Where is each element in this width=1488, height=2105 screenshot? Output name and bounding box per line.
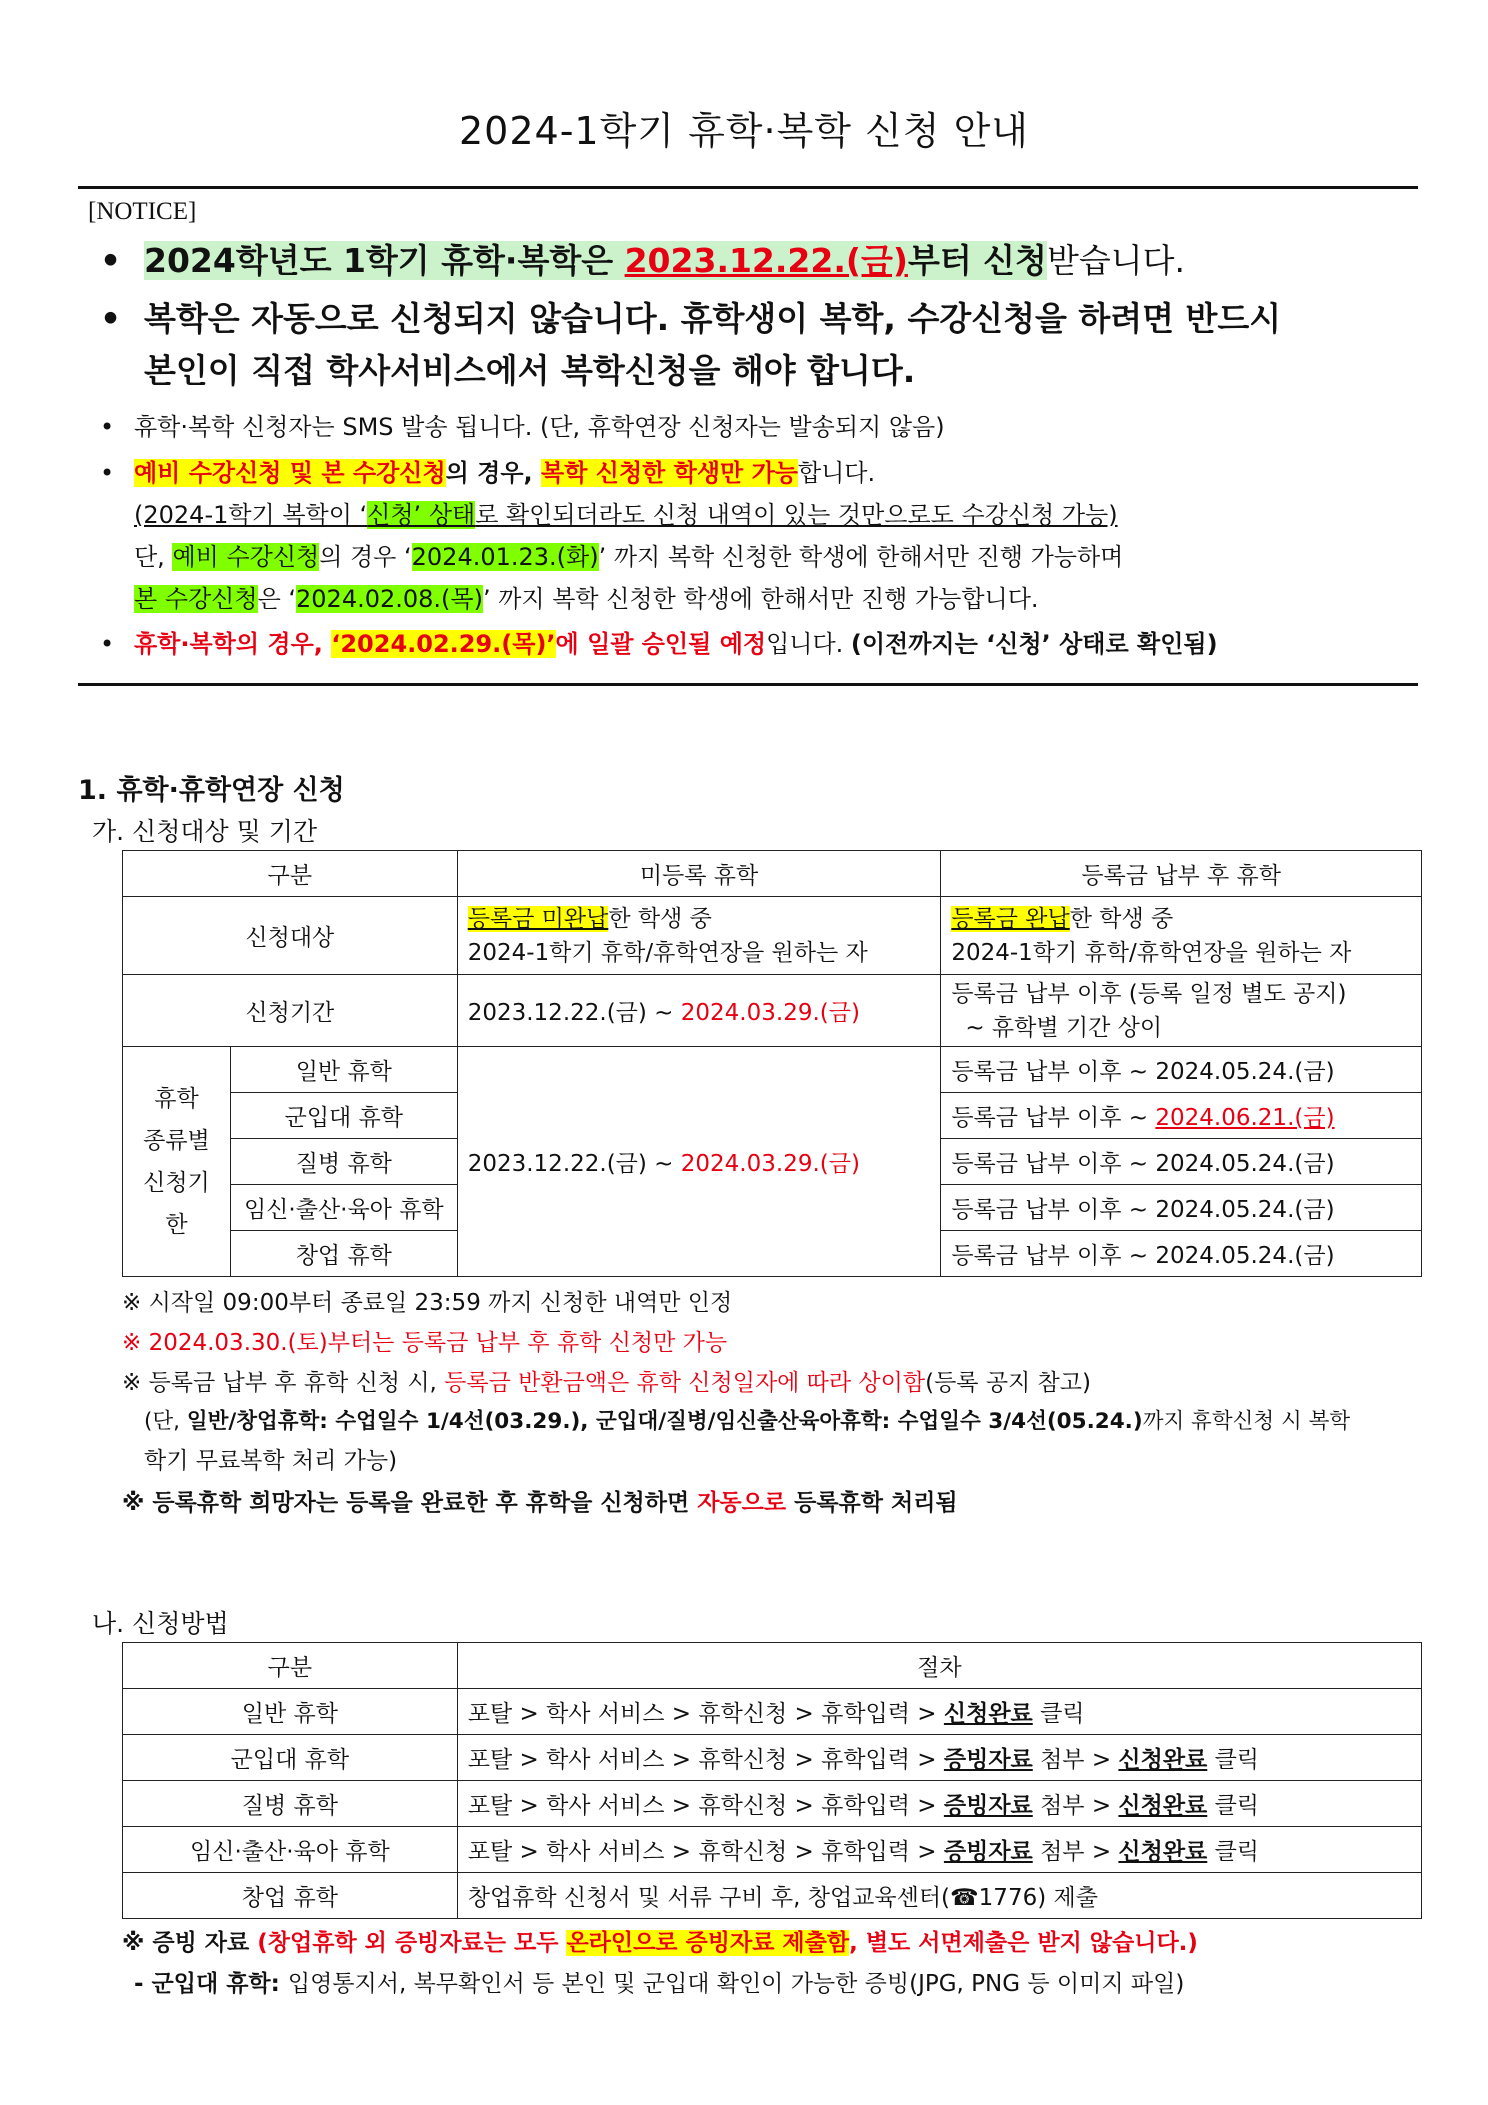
type-deadline: 등록금 납부 이후 ~ 2024.05.24.(금) bbox=[941, 1047, 1422, 1093]
method-type: 창업 휴학 bbox=[123, 1873, 458, 1919]
merged-period: 2023.12.22.(금) ~ 2024.03.29.(금) bbox=[457, 1047, 941, 1277]
type-name: 창업 휴학 bbox=[230, 1231, 457, 1277]
method-procedure: 포탈 > 학사 서비스 > 휴학신청 > 휴학입력 > 증빙자료 첨부 > 신청완료 클릭 bbox=[457, 1781, 1421, 1827]
page-title: 2024-1학기 휴학·복학 신청 안내 bbox=[459, 109, 1029, 153]
header-registered: 등록금 납부 후 휴학 bbox=[941, 851, 1422, 897]
section-heading: 1. 휴학·휴학연장 신청 bbox=[78, 775, 345, 806]
header-category: 구분 bbox=[123, 851, 458, 897]
document-page: 2024-1학기 휴학·복학 신청 안내 [NOTICE] • 2024학년도 1학기 휴학·복학은 2023.12.22.(금)부터 신청받습니다. • 복학은 자동으로 신청되지 않습니다. 휴학생이 복학, 수강신청을 하려면 반드시 본인이 직접 학사서비스에서 복학신청을 해야 합니다. • 휴학·복학 신청자는 SMS 발송 됩니다. (단, 휴학연장 신청자는 발송되지 않음) • 예비 수강신청 및 본 수강신청의 경우, 복학 신청한 학생만 가능합니다. (2024-1학기 복학이 ‘신청’ 상태로 확인되더라도 신청 내역이 있는 것만으로도 수강신청 가능) 단, 예비 수강신청의 경우 ‘2024.01.23.(화)’ 까지 복학 신청한 학생에 한해서만 진행 가능하며 본 수강신청은 ‘2024.02.08.(목)’ 까지 복학 신청한 학생에 한해서만 진행 가능합니다. • 휴학·복학의 경우, ‘2024.02.29.(목)’에 일괄 승인될 예정입니다. (이전까지는 ‘신청’ 상태로 확인됨) 1. 휴학·휴학연장 신청 가. 신청대상 및 기간 구분 미등록 휴학 등록금 납부 후 휴학 신청대상 등록금 미완납한 학생 중 2024-1학기 휴학/휴학연장을 원하는 자 등록금 완납한 학생 중 2024-1학기 휴학/휴학연장을 원하는 자 신청기간 2023.12.22.(금) ~ 2024.03.29.(금) 등록금 납부 이후 (등록 일정 별도 공지) ~ 휴학별 기간 상이 휴학 종류별 신청기한 일반 휴학 2023.12.22.(금) ~ 2024.03.29.(금) 등록금 납부 이후 ~ 2024.05.24.(금) 군입대 휴학 등록금 납부 이후 ~ 2024.06.21.(금) 질병 휴학 등록금 납부 이후 ~ 2024.05.24.(금) 임신·출산·육아 휴학 등록금 납부 이후 ~ 2024.05.24.(금) 창업 휴학 등록금 납부 이후 ~ 2024.05.24.(금) ※ 시작일 09:00부터 종료일 23:59 까지 신청한 내역만 인정 ※ 2024.03.30.(토)부터는 등록금 납부 후 휴학 신청만 가능 ※ 등록금 납부 후 휴학 신청 시, 등록금 반환금액은 휴학 신청일자에 따라 상이함(등록 공지 참고) (단, 일반/창업휴학: 수업일수 1/4선(03.29.), 군입대/질병/임신출산육아휴학: 수업일수 3/4선(05.24.)까지 휴학신청 시 복학 학기 무료복학 처리 가능) ※ 등록휴학 희망자는 등록을 완료한 후 휴학을 신청하면 자동으로 등록휴학 처리됨 나. 신청방법 구분 절차 일반 휴학 포탈 > 학사 서비스 > 휴학신청 > 휴학입력 > 신청완료 클릭 군입대 휴학 포탈 > 학사 서비스 > 휴학신청 > 휴학입력 > 증빙자료 첨부 > 신청완료 클릭 질병 휴학 포탈 > 학사 서비스 > 휴학신청 > 휴학입력 > 증빙자료 첨부 > 신청완료 클릭 임신·출산·육아 휴학 포탈 > 학사 서비스 > 휴학신청 > 휴학입력 > 증빙자료 첨부 > 신청완료 클릭 창업 휴학 창업휴학 신청서 및 서류 구비 후, 창업교육센터(☎1776) 제출 ※ 증빙 자료 (창업휴학 외 증빙자료는 모두 온라인으로 증빙자료 제출함, 별도 서면제출은 받지 않습니다.) - 군입대 휴학: 입영통지서, 복무확인서 등 본인 및 군입대 확인이 가능한 증빙(JPG, PNG 등 이미지 파일) bbox=[0, 0, 1488, 2105]
notice-bullet-4-line3: 단, 예비 수강신청의 경우 ‘2024.01.23.(화)’ 까지 복학 신청한 학생에 한해서만 진행 가능하며 bbox=[134, 543, 1124, 571]
method-type: 일반 휴학 bbox=[123, 1689, 458, 1735]
method-table bbox=[122, 1642, 1422, 1919]
method-type: 임신·출산·육아 휴학 bbox=[123, 1827, 458, 1873]
type-name: 군입대 휴학 bbox=[230, 1093, 457, 1139]
note-1: ※ 시작일 09:00부터 종료일 23:59 까지 신청한 내역만 인정 bbox=[122, 1290, 733, 1316]
period-registered: 등록금 납부 이후 (등록 일정 별도 공지) ~ 휴학별 기간 상이 bbox=[941, 975, 1422, 1047]
target-unregistered: 등록금 미완납한 학생 중 2024-1학기 휴학/휴학연장을 원하는 자 bbox=[457, 897, 941, 975]
type-name: 임신·출산·육아 휴학 bbox=[230, 1185, 457, 1231]
row-label-period: 신청기간 bbox=[123, 975, 458, 1047]
note-4-line2: 학기 무료복학 처리 가능) bbox=[144, 1448, 398, 1474]
method-procedure: 포탈 > 학사 서비스 > 휴학신청 > 휴학입력 > 신청완료 클릭 bbox=[457, 1689, 1421, 1735]
row-group-label: 휴학 종류별 신청기한 bbox=[123, 1047, 231, 1277]
header-procedure: 절차 bbox=[457, 1643, 1421, 1689]
type-name: 질병 휴학 bbox=[230, 1139, 457, 1185]
type-deadline: 등록금 납부 이후 ~ 2024.05.24.(금) bbox=[941, 1185, 1422, 1231]
bottom-divider bbox=[78, 683, 1418, 686]
row-label-target: 신청대상 bbox=[123, 897, 458, 975]
method-procedure: 포탈 > 학사 서비스 > 휴학신청 > 휴학입력 > 증빙자료 첨부 > 신청완료 클릭 bbox=[457, 1735, 1421, 1781]
notice-label: [NOTICE] bbox=[88, 198, 197, 225]
subsection-a-heading: 가. 신청대상 및 기간 bbox=[92, 817, 317, 846]
method-procedure: 포탈 > 학사 서비스 > 휴학신청 > 휴학입력 > 증빙자료 첨부 > 신청완료 클릭 bbox=[457, 1827, 1421, 1873]
subsection-b-heading: 나. 신청방법 bbox=[92, 1609, 229, 1638]
notice-bullet-4-line4: 본 수강신청은 ‘2024.02.08.(목)’ 까지 복학 신청한 학생에 한해서만 진행 가능합니다. bbox=[134, 585, 1039, 613]
note-5: ※ 등록휴학 희망자는 등록을 완료한 후 휴학을 신청하면 자동으로 등록휴학 처리됨 bbox=[122, 1490, 958, 1516]
type-deadline: 등록금 납부 이후 ~ 2024.05.24.(금) bbox=[941, 1139, 1422, 1185]
method-type: 군입대 휴학 bbox=[123, 1735, 458, 1781]
open-date: 2023.12.22.(금) bbox=[624, 241, 908, 280]
proof-note-military: - 군입대 휴학: 입영통지서, 복무확인서 등 본인 및 군입대 확인이 가능한 증빙(JPG, PNG 등 이미지 파일) bbox=[134, 1971, 1185, 1997]
note-3: ※ 등록금 납부 후 휴학 신청 시, 등록금 반환금액은 휴학 신청일자에 따라 상이함(등록 공지 참고) bbox=[122, 1370, 1091, 1396]
notice-bullet-4-line2: (2024-1학기 복학이 ‘신청’ 상태로 확인되더라도 신청 내역이 있는 것만으로도 수강신청 가능) bbox=[134, 501, 1118, 529]
period-table bbox=[122, 850, 1422, 1277]
header-unregistered: 미등록 휴학 bbox=[457, 851, 941, 897]
proof-note: ※ 증빙 자료 (창업휴학 외 증빙자료는 모두 온라인으로 증빙자료 제출함, 별도 서면제출은 받지 않습니다.) bbox=[122, 1930, 1198, 1956]
note-4: (단, 일반/창업휴학: 수업일수 1/4선(03.29.), 군입대/질병/임신출산육아휴학: 수업일수 3/4선(05.24.)까지 휴학신청 시 복학 bbox=[144, 1409, 1351, 1434]
method-procedure: 창업휴학 신청서 및 서류 구비 후, 창업교육센터(☎1776) 제출 bbox=[457, 1873, 1421, 1919]
top-divider bbox=[78, 186, 1418, 189]
type-name: 일반 휴학 bbox=[230, 1047, 457, 1093]
header-category: 구분 bbox=[123, 1643, 458, 1689]
period-unregistered: 2023.12.22.(금) ~ 2024.03.29.(금) bbox=[457, 975, 941, 1047]
type-deadline: 등록금 납부 이후 ~ 2024.05.24.(금) bbox=[941, 1231, 1422, 1277]
note-2: ※ 2024.03.30.(토)부터는 등록금 납부 후 휴학 신청만 가능 bbox=[122, 1330, 728, 1356]
type-deadline: 등록금 납부 이후 ~ 2024.06.21.(금) bbox=[941, 1093, 1422, 1139]
target-registered: 등록금 완납한 학생 중 2024-1학기 휴학/휴학연장을 원하는 자 bbox=[941, 897, 1422, 975]
method-type: 질병 휴학 bbox=[123, 1781, 458, 1827]
